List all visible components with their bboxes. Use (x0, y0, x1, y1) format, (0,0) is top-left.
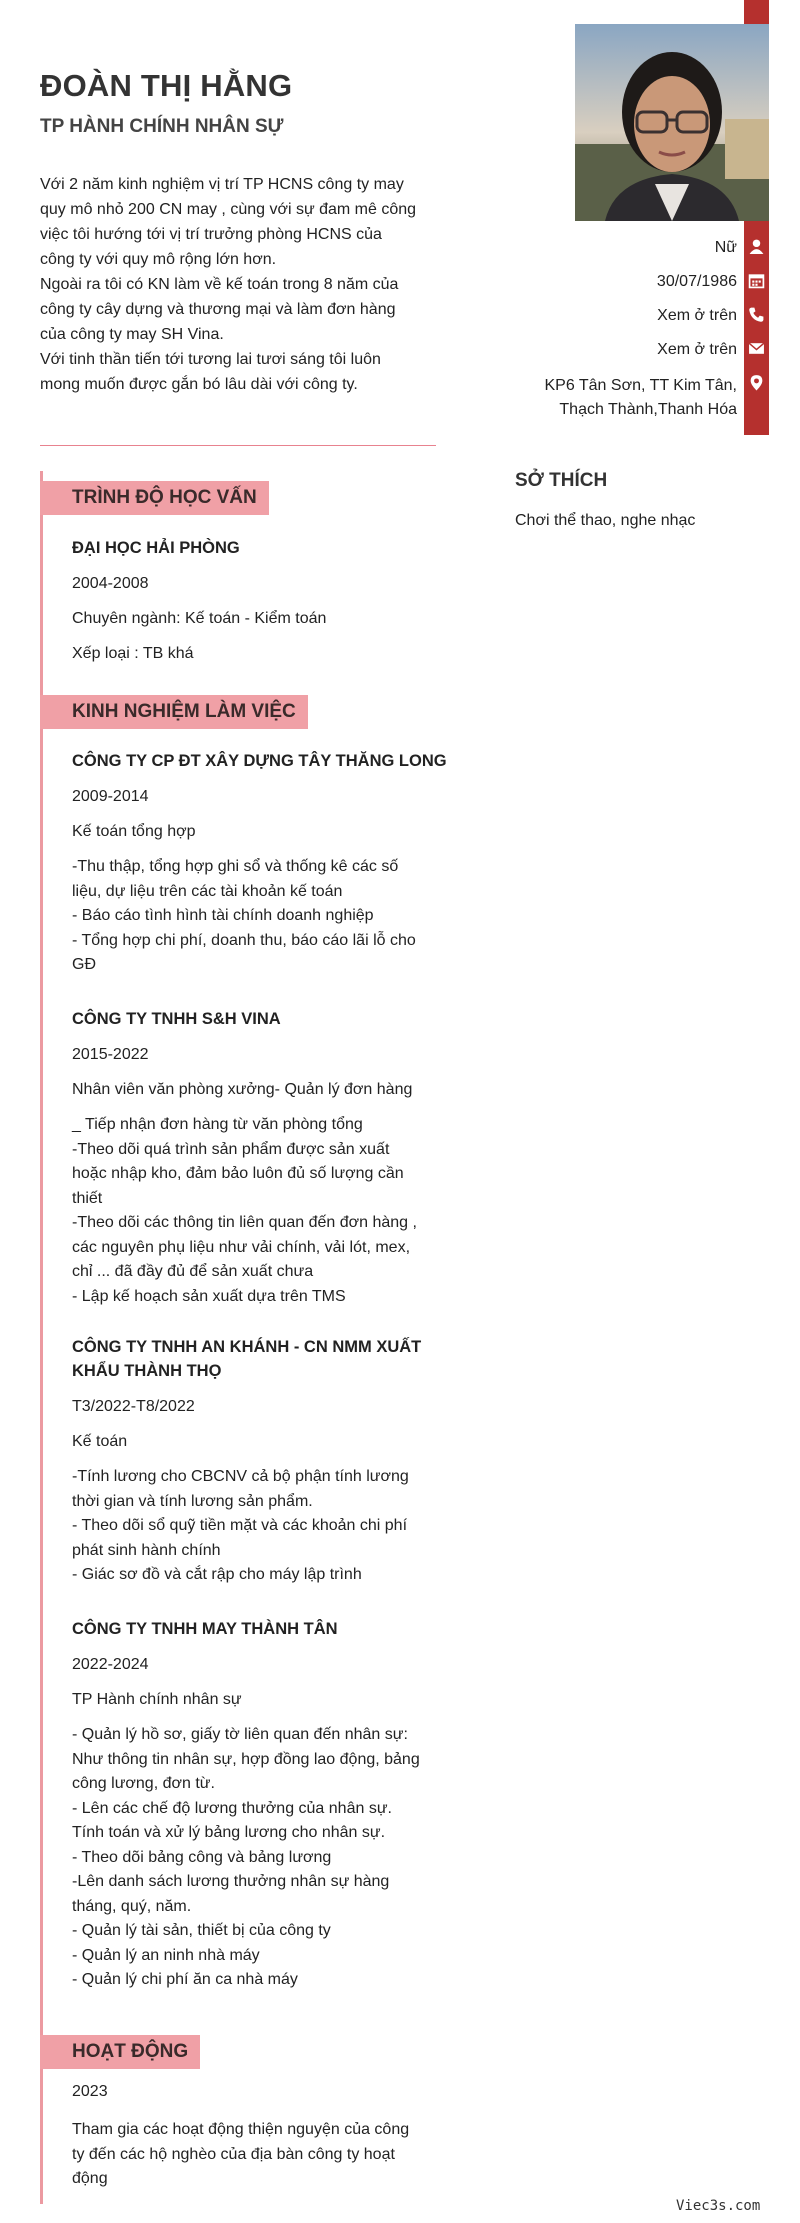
person-icon (748, 238, 765, 255)
experience-period: 2015-2022 (72, 1046, 149, 1063)
contact-email: Xem ở trên (657, 341, 737, 358)
timeline-rule (40, 471, 43, 2204)
experience-description: - Quản lý hồ sơ, giấy tờ liên quan đến nhân sự: Như thông tin nhân sự, hợp đồng lao động, bảng công lương, đơn từ. - Lên các chế độ lương thưởng của nhân sự. Tính toán và xử lý bảng lương cho nhân sự. - Theo dõi bảng công và bảng lương -Lên danh sách lương thưởng nhân sự hàng tháng, quý, năm. - Quản lý tài sản, thiết bị của công ty - Quản lý an ninh nhà máy - Quản lý chi phí ăn ca nhà máy (72, 1726, 420, 1988)
experience-period: 2009-2014 (72, 788, 149, 805)
location-icon (748, 374, 765, 391)
education-major: Chuyên ngành: Kế toán - Kiểm toán (72, 610, 327, 627)
education-heading: TRÌNH ĐỘ HỌC VẤN (40, 481, 269, 515)
contact-birthday: 30/07/1986 (656, 273, 737, 290)
experience-period: T3/2022-T8/2022 (72, 1398, 195, 1415)
experience-item (72, 1617, 448, 1993)
accent-strip (744, 0, 769, 24)
experience-item (72, 1335, 448, 1588)
experience-heading: KINH NGHIỆM LÀM VIỆC (40, 695, 308, 729)
mail-icon (748, 340, 765, 357)
calendar-icon (748, 272, 765, 289)
avatar (575, 24, 769, 221)
experience-item (72, 749, 448, 978)
activities-year: 2023 (72, 2083, 108, 2100)
education-years: 2004-2008 (72, 575, 149, 592)
experience-role: Kế toán tổng hợp (72, 823, 196, 840)
education-block (72, 536, 448, 677)
site-watermark: Viec3s.com (676, 2198, 761, 2214)
experience-period: 2022-2024 (72, 1656, 149, 1673)
activities-block (72, 2080, 448, 2192)
experience-company: CÔNG TY TNHH MAY THÀNH TÂN (72, 1620, 338, 1638)
education-school: ĐẠI HỌC HẢI PHÒNG (72, 539, 240, 557)
hobbies-text: Chơi thể thao, nghe nhạc (515, 512, 696, 529)
experience-item (72, 1007, 448, 1309)
candidate-name: ĐOÀN THỊ HẰNG (40, 68, 293, 103)
experience-description: -Tính lương cho CBCNV cả bộ phận tính lương thời gian và tính lương sản phẩm. - Theo dõi sổ quỹ tiền mặt và các khoản chi phí phát sinh hành chính - Giác sơ đồ và cắt rập cho máy lập trình (72, 1468, 409, 1583)
experience-role: Kế toán (72, 1433, 128, 1450)
summary-divider (40, 445, 436, 446)
experience-description: -Thu thập, tổng hợp ghi sổ và thống kê các số liệu, dự liệu trên các tài khoản kế toán - Báo cáo tình hình tài chính doanh nghiệp - Tổng hợp chi phí, doanh thu, báo cáo lãi lỗ cho GĐ (72, 858, 416, 973)
candidate-job-title: TP HÀNH CHÍNH NHÂN SỰ (40, 116, 284, 137)
education-grade: Xếp loại : TB khá (72, 645, 194, 662)
experience-role: Nhân viên văn phòng xưởng- Quản lý đơn hàng (72, 1081, 413, 1098)
experience-company: CÔNG TY TNHH S&H VINA (72, 1010, 281, 1028)
contact-phone: Xem ở trên (657, 307, 737, 324)
experience-company: CÔNG TY TNHH AN KHÁNH - CN NMM XUẤT KHẨU THÀNH THỌ (72, 1338, 422, 1380)
hobbies-heading: SỞ THÍCH (515, 470, 608, 491)
experience-role: TP Hành chính nhân sự (72, 1691, 242, 1708)
experience-company: CÔNG TY CP ĐT XÂY DỰNG TÂY THĂNG LONG (72, 752, 447, 770)
activities-description: Tham gia các hoạt động thiện nguyện của công ty đến các hộ nghèo của địa bàn công ty hoạt động (72, 2121, 410, 2187)
activities-heading: HOẠT ĐỘNG (40, 2035, 200, 2069)
contact-address: KP6 Tân Sơn, TT Kim Tân, Thạch Thành,Thanh Hóa (544, 377, 737, 418)
phone-icon (748, 306, 765, 323)
career-summary: Với 2 năm kinh nghiệm vị trí TP HCNS công ty may quy mô nhỏ 200 CN may , cùng với sự đam mê công việc tôi hướng tới vị trí trưởng phòng HCNS của công ty với quy mô rộng lớn hơn. Ngoài ra tôi có KN làm về kế toán trong 8 năm của công ty cây dựng và thương mại và làm đơn hàng của công ty may SH Vina. Với tinh thần tiến tới tương lai tươi sáng tôi luôn mong muốn được gắn bó lâu dài với công ty. (40, 176, 417, 393)
experience-description: _ Tiếp nhận đơn hàng từ văn phòng tổng -Theo dõi quá trình sản phẩm được sản xuất hoặc nhập kho, đảm bảo luôn đủ số lượng cần thiết -Theo dõi các thông tin liên quan đến đơn hàng , các nguyên phụ liệu như vải chính, vải lót, mex, chỉ ... đã đầy đủ để sản xuất chưa - Lập kế hoạch sản xuất dựa trên TMS (72, 1116, 417, 1305)
contact-gender: Nữ (714, 239, 737, 256)
